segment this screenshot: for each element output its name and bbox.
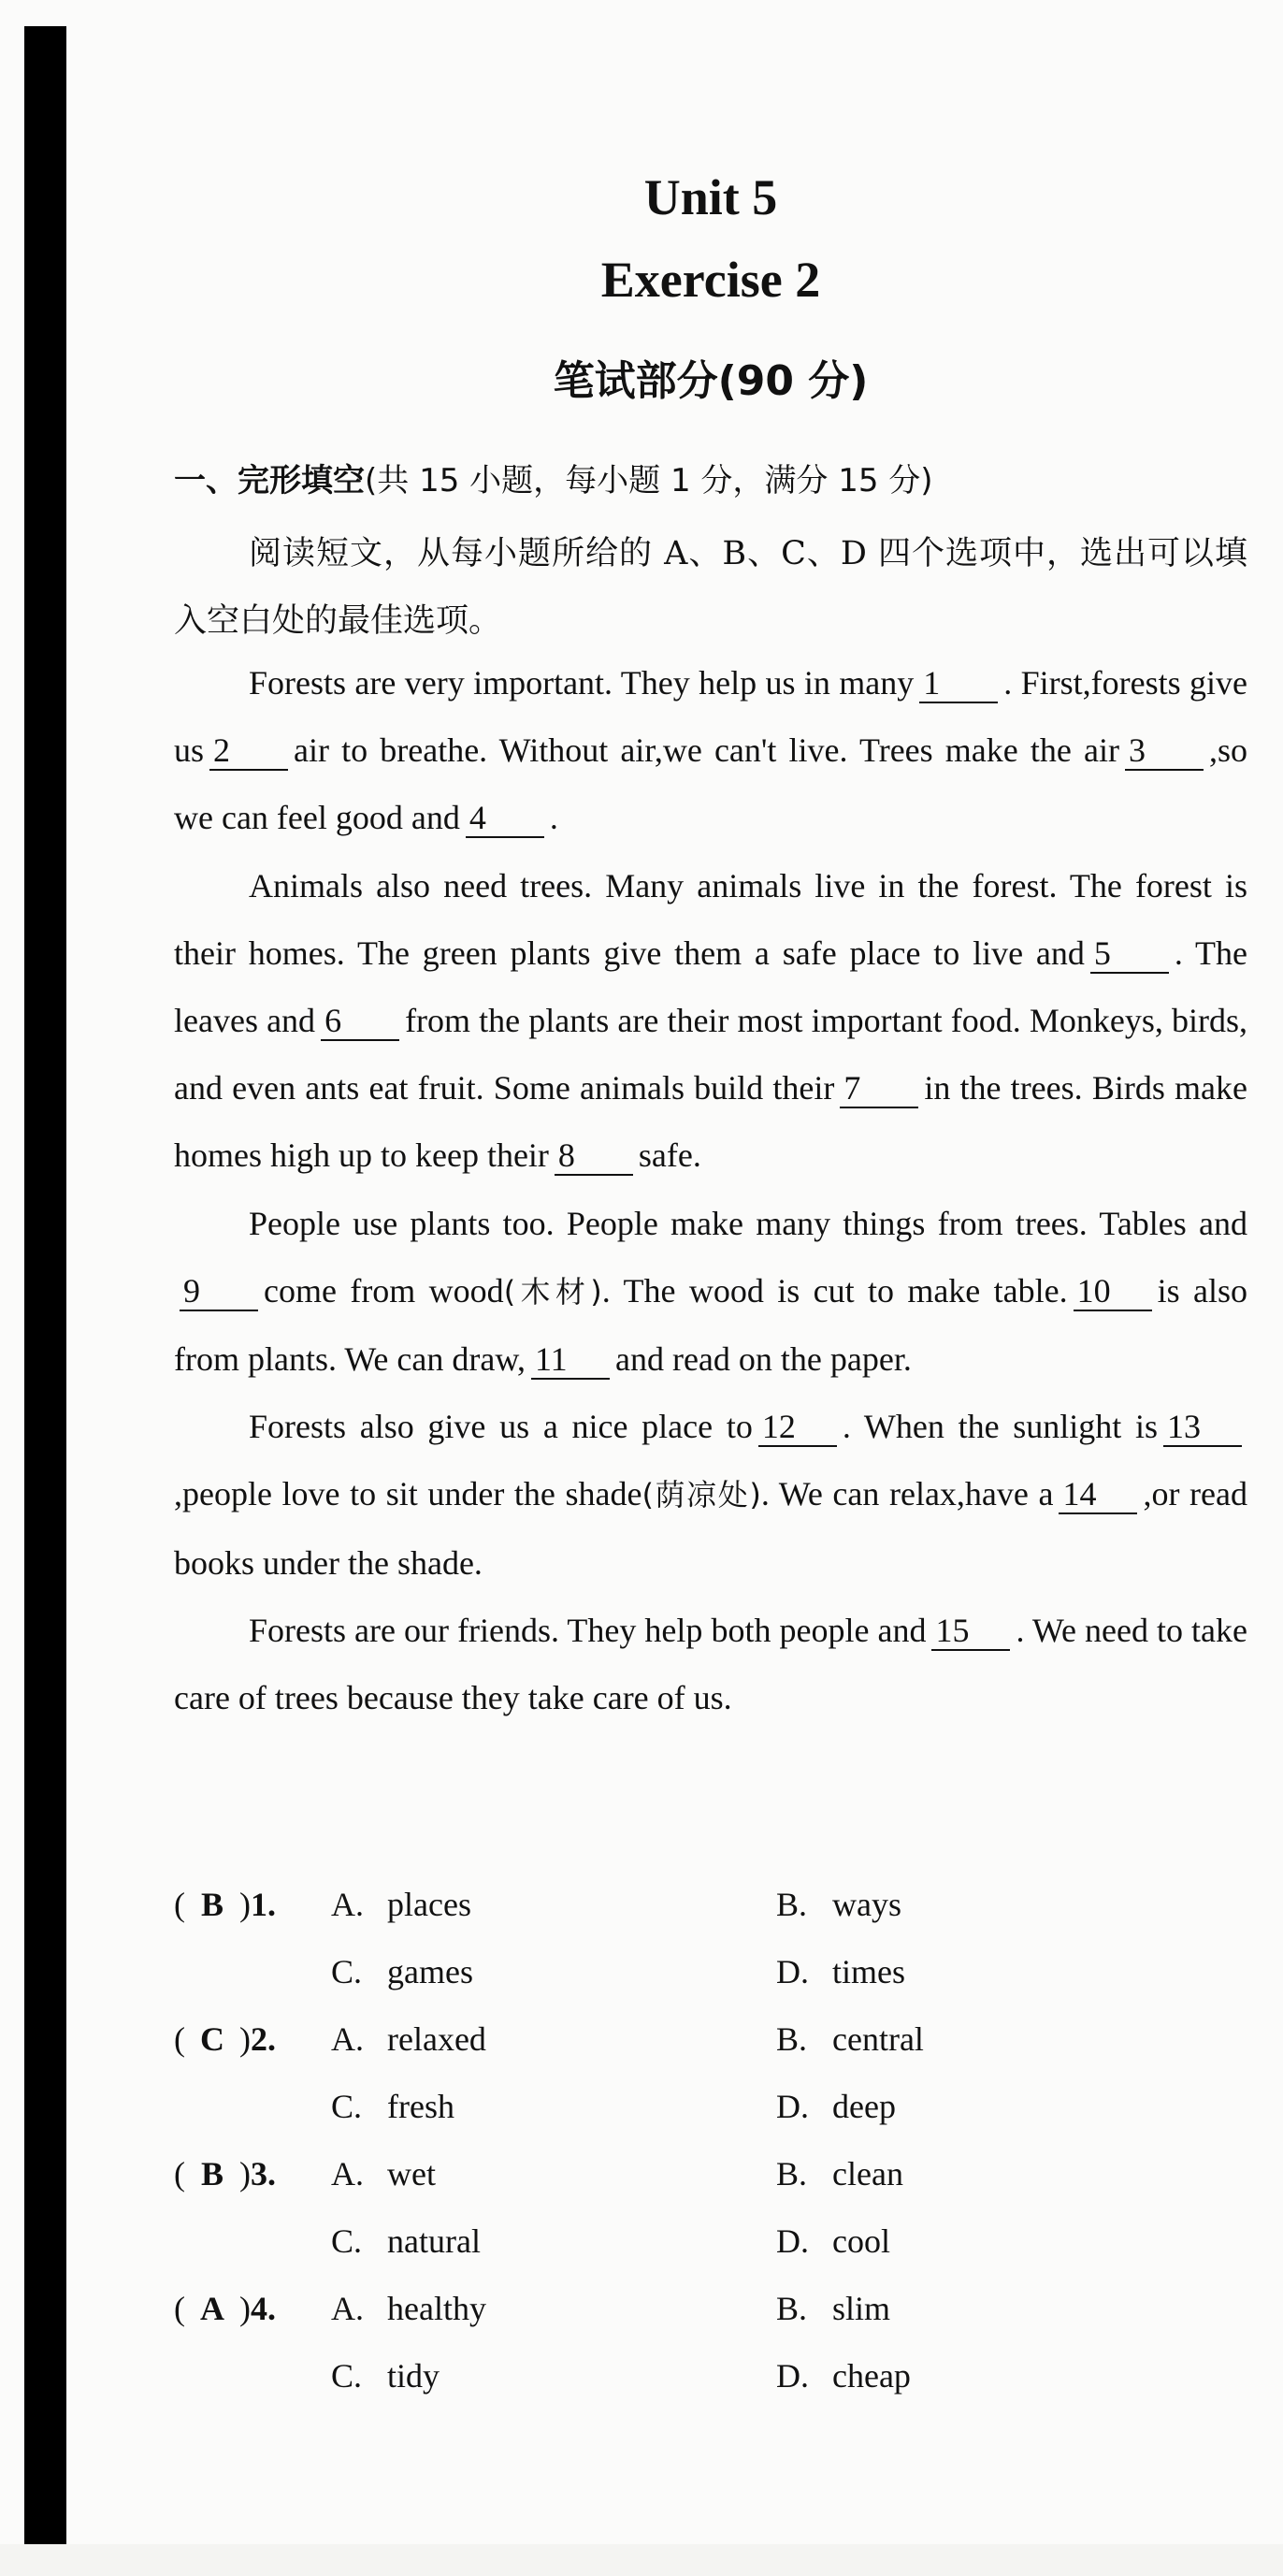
option-letter: A. [331,2155,364,2192]
paren-open: ( [174,1886,185,1923]
option-text: natural [387,2222,481,2260]
option-letter: D. [776,2222,809,2260]
passage-text: safe. [638,1136,701,1175]
passage-text: air to breathe. Without air,we can't live. Trees make the air [294,731,1119,770]
blank-10: 10 [1074,1272,1152,1311]
option-text: times [832,1953,905,1990]
question-3-answer [174,2154,276,2193]
option-b [776,1885,901,1924]
question-1-row-cd [174,1941,1247,2008]
option-text: healthy [387,2290,486,2327]
option-a [331,2019,486,2059]
question-2-row-ab [174,2008,1247,2076]
question-3-row-ab [174,2143,1247,2210]
option-d [776,1952,905,1991]
passage-text: Animals also need trees. Many animals live in the forest. The forest is their homes. The green plants give them a safe place to live and [174,866,1247,972]
passage-text: from the plants are their most important food. Monkeys, birds, and even ants eat fruit. Some animals build their [174,1002,1248,1107]
option-letter: C. [331,2357,363,2395]
passage-text: come from wood [264,1271,504,1310]
paren-open: ( [174,2020,185,2058]
question-2-row-cd [174,2076,1247,2143]
option-d [776,2087,896,2126]
scan-binding-edge [24,26,66,2576]
question-3-row-cd [174,2210,1247,2278]
option-letter: D. [776,2088,809,2125]
blank-15: 15 [931,1612,1010,1651]
chinese-gloss: (荫凉处) [642,1477,761,1513]
answer-letter: A [200,2290,224,2327]
option-letter: B. [776,1886,808,1923]
option-a [331,2289,486,2328]
option-text: clean [832,2155,903,2192]
paren-close: ) [239,1886,251,1923]
option-letter: C. [331,2222,363,2260]
option-b [776,2154,903,2193]
passage-text: is also from plants. We can draw, [174,1271,1247,1379]
blank-11: 11 [531,1340,610,1380]
paren-close: ) [239,2155,251,2192]
option-text: deep [832,2088,896,2125]
answer-options [174,1874,1247,2412]
option-letter: A. [331,2290,364,2327]
option-letter: C. [331,1953,363,1990]
question-number: 3. [251,2155,276,2192]
option-b [776,2019,924,2059]
blank-13: 13 [1163,1408,1242,1447]
question-number: 2. [251,2020,276,2058]
passage-text: . When the sunlight is [842,1408,1158,1446]
passage-paragraph-3 [174,1190,1247,1394]
blank-5: 5 [1090,934,1169,974]
option-text: tidy [387,2357,440,2395]
passage-text: . First,forests give us [174,664,1247,770]
passage-text: Forests also give us a nice place to [249,1408,753,1446]
answer-letter: C [200,2020,224,2058]
blank-8: 8 [555,1136,633,1176]
question-1-row-ab [174,1874,1247,1941]
option-text: cool [832,2222,890,2260]
cloze-section-heading [174,460,1247,501]
page-bottom-margin [0,2544,1283,2576]
paren-open: ( [174,2290,185,2327]
passage-text: . The leaves and [174,933,1247,1040]
question-4-answer [174,2289,276,2328]
blank-7: 7 [840,1069,918,1108]
answer-letter: B [200,1886,223,1923]
passage-paragraph-2 [174,852,1247,1190]
passage-text: . The wood is cut to make table. [601,1271,1068,1310]
question-4-row-cd [174,2345,1247,2412]
blank-14: 14 [1059,1475,1137,1514]
option-c [331,2221,481,2261]
option-c [331,2087,454,2126]
passage-paragraph-4 [174,1393,1247,1597]
option-a [331,2154,436,2193]
option-text: games [387,1953,473,1990]
option-text: places [387,1886,471,1923]
passage-text: ,or read books under the shade. [174,1475,1247,1582]
passage-text: and read on the paper. [614,1340,912,1379]
option-letter: D. [776,1953,809,1990]
answer-letter: B [200,2155,223,2192]
chinese-gloss: (木材) [503,1273,602,1310]
option-letter: D. [776,2357,809,2395]
cloze-section-scoring: (共 15 小题，每小题 1 分，满分 15 分) [365,462,933,499]
option-a [331,1885,471,1924]
passage-text: Forests are our friends. They help both people and [249,1611,927,1649]
cloze-section-title: 一、完形填空 [174,462,365,499]
question-number: 4. [251,2290,276,2327]
option-c [331,1952,473,1991]
option-letter: B. [776,2290,808,2327]
paren-open: ( [174,2155,185,2192]
option-text: central [832,2020,924,2058]
question-4-row-ab [174,2278,1247,2345]
option-text: cheap [832,2357,911,2395]
option-c [331,2356,440,2395]
option-d [776,2221,890,2261]
exercise-title: Exercise 2 [600,252,821,308]
option-letter: B. [776,2020,808,2058]
passage-text: . We can relax,have a [760,1475,1054,1513]
cloze-passage [174,649,1247,1731]
option-text: relaxed [387,2020,486,2058]
section-subtitle: 笔试部分(90 分) [553,357,869,405]
option-letter: C. [331,2088,363,2125]
blank-1: 1 [919,664,998,703]
option-d [776,2356,911,2395]
blank-3: 3 [1125,731,1204,771]
passage-paragraph-5 [174,1597,1247,1731]
blank-12: 12 [758,1408,837,1447]
passage-text: in the trees. Birds make homes high up to keep their [174,1069,1247,1175]
passage-text: . [549,799,558,837]
passage-text: . We need to take care of trees because they take care of us. [174,1611,1247,1717]
option-b [776,2289,890,2328]
option-text: slim [832,2290,891,2327]
cloze-instructions: 阅读短文，从每小题所给的 A、B、C、D 四个选项中，选出可以填入空白处的最佳选项。 [174,535,1247,640]
question-2-answer [174,2019,276,2059]
paren-close: ) [239,2290,251,2327]
unit-title: Unit 5 [643,169,778,225]
passage-paragraph-1 [174,649,1247,852]
option-text: fresh [387,2088,454,2125]
option-letter: A. [331,1886,364,1923]
blank-2: 2 [209,731,288,771]
question-number: 1. [251,1886,276,1923]
passage-text: ,people love to sit under the shade [174,1475,642,1513]
passage-text: People use plants too. People make many things from trees. Tables and [249,1204,1247,1242]
blank-6: 6 [321,1002,399,1041]
passage-text: Forests are very important. They help us in many [249,664,915,702]
question-1-answer [174,1885,276,1924]
blank-4: 4 [466,799,544,838]
option-letter: B. [776,2155,808,2192]
passage-text: ,so we can feel good and [174,731,1247,837]
option-letter: A. [331,2020,364,2058]
blank-9: 9 [180,1272,258,1311]
option-text: wet [387,2155,436,2192]
option-text: ways [832,1886,901,1923]
paren-close: ) [239,2020,251,2058]
